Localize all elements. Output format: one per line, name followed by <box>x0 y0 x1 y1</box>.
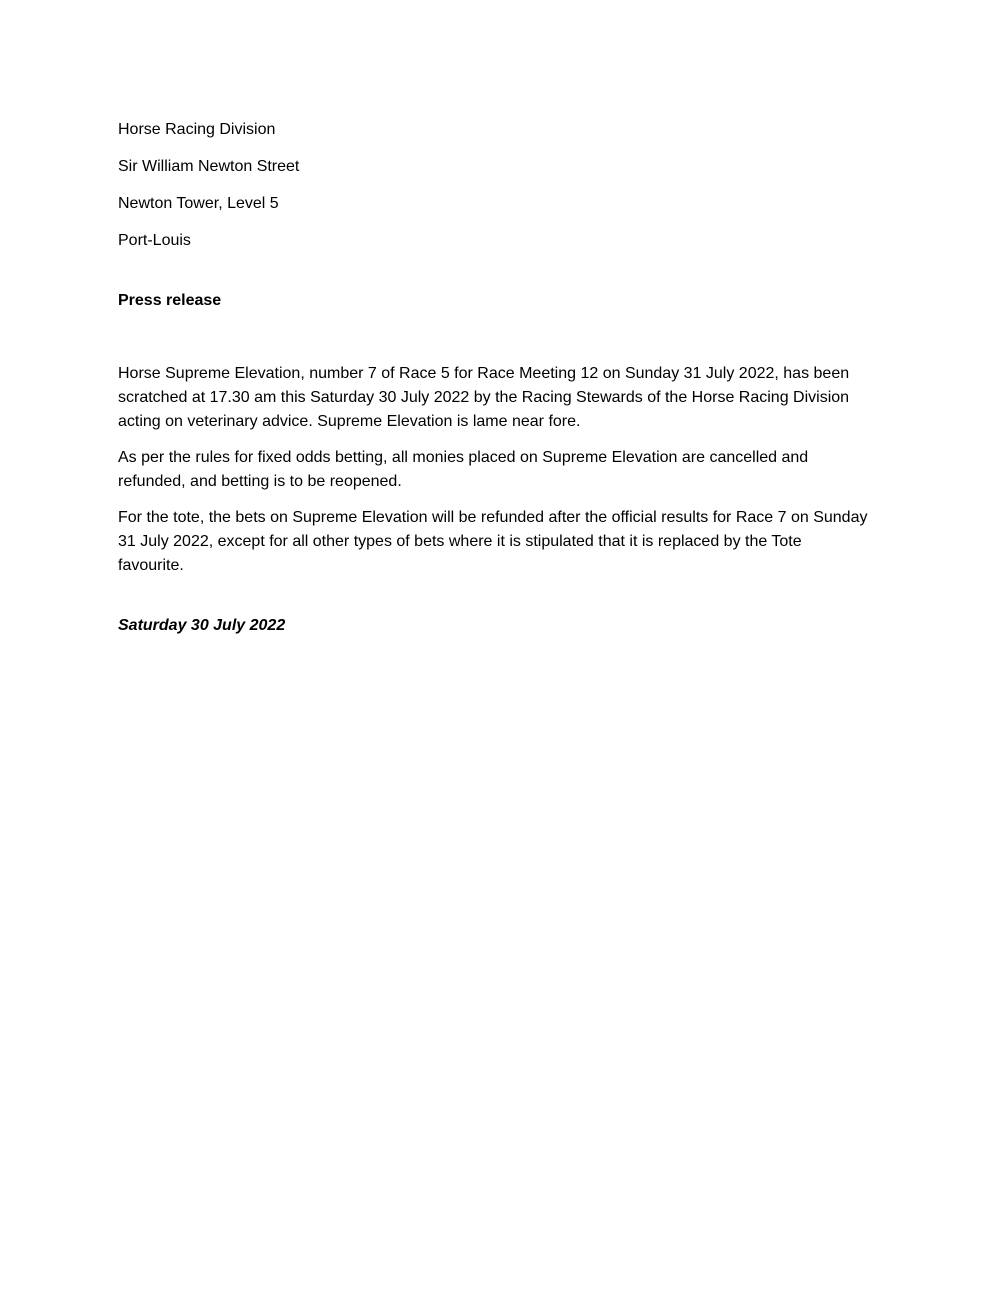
release-date: Saturday 30 July 2022 <box>118 617 286 634</box>
body-paragraph-scratching: Horse Supreme Elevation, number 7 of Race 5 for Race Meeting 12 on Sunday 31 July 2022, has been scratched at 17.30 am this Saturday 30 July 2022 by the Racing Stewards of the Horse Racing Division acting on veterinary advice. Supreme Elevation is lame near fore. <box>118 365 850 430</box>
document-heading: Press release <box>118 292 222 309</box>
address-line-organisation: Horse Racing Division <box>118 121 276 138</box>
address-line-street: Sir William Newton Street <box>118 158 300 175</box>
body-paragraph-tote: For the tote, the bets on Supreme Elevation will be refunded after the official results for Race 7 on Sunday 31 July 2022, except for all other types of bets where it is stipulated that it is replaced by the Tote favourite. <box>118 509 868 574</box>
address-line-city: Port-Louis <box>118 232 191 249</box>
sender-address <box>118 118 868 253</box>
press-release-content <box>118 118 868 654</box>
body-paragraph-fixed-odds: As per the rules for fixed odds betting, all monies placed on Supreme Elevation are cancelled and refunded, and betting is to be reopened. <box>118 449 809 490</box>
address-line-building: Newton Tower, Level 5 <box>118 195 279 212</box>
press-release-body <box>118 362 868 578</box>
